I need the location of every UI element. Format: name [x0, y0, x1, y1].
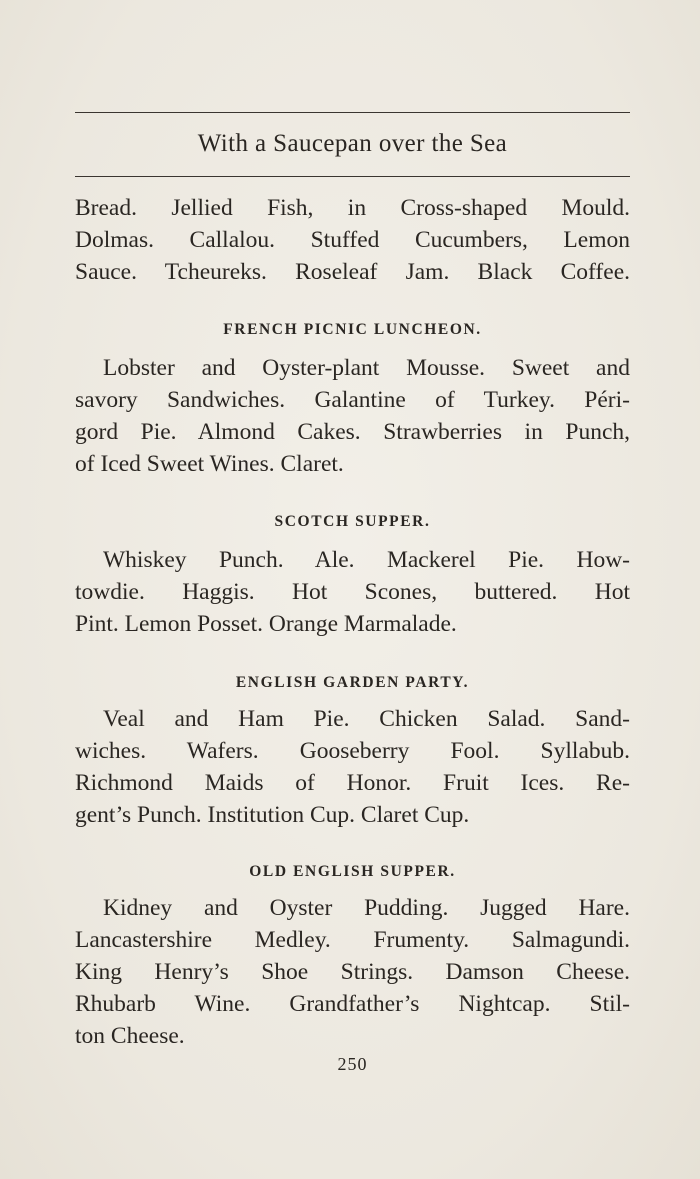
text-line: gord Pie. Almond Cakes. Strawberries in Punch,: [75, 419, 630, 445]
text-line: towdie. Haggis. Hot Scones, buttered. Hot: [75, 579, 630, 605]
header-rule-top: [75, 112, 630, 113]
text-line: Bread. Jellied Fish, in Cross-shaped Mould.: [75, 195, 630, 221]
text-line: of Iced Sweet Wines. Claret.: [75, 451, 344, 477]
section-paragraph-scotch-supper: [75, 544, 630, 640]
text-line: Dolmas. Callalou. Stuffed Cucumbers, Lemon: [75, 227, 630, 253]
text-line: Kidney and Oyster Pudding. Jugged Hare.: [103, 895, 630, 921]
text-line: wiches. Wafers. Gooseberry Fool. Syllabub.: [75, 738, 630, 764]
text-line: Lancastershire Medley. Frumenty. Salmagundi.: [75, 927, 630, 953]
text-line: Whiskey Punch. Ale. Mackerel Pie. How-: [103, 547, 630, 573]
section-heading-english-garden-party: ENGLISH GARDEN PARTY.: [235, 674, 470, 691]
section-heading-scotch-supper: SCOTCH SUPPER.: [274, 513, 431, 530]
text-line: savory Sandwiches. Galantine of Turkey. Péri-: [75, 387, 630, 413]
intro-paragraph: [75, 192, 630, 288]
text-line: King Henry’s Shoe Strings. Damson Cheese.: [75, 959, 630, 985]
page-number: 250: [337, 1054, 368, 1074]
text-line: Rhubarb Wine. Grandfather’s Nightcap. Stil-: [75, 991, 630, 1017]
text-line: Pint. Lemon Posset. Orange Marmalade.: [75, 611, 457, 637]
section-paragraph-french-picnic: [75, 352, 630, 480]
text-line: ton Cheese.: [75, 1023, 185, 1049]
text-line: Veal and Ham Pie. Chicken Salad. Sand-: [103, 706, 630, 732]
section-heading-old-english-supper: OLD ENGLISH SUPPER.: [249, 863, 456, 880]
text-line: Richmond Maids of Honor. Fruit Ices. Re-: [75, 770, 630, 796]
text-line: Sauce. Tcheureks. Roseleaf Jam. Black Coffee.: [75, 259, 630, 285]
section-paragraph-english-garden-party: [75, 703, 630, 831]
running-head: With a Saucepan over the Sea: [197, 130, 508, 157]
text-line: gent’s Punch. Institution Cup. Claret Cup.: [75, 802, 470, 828]
section-paragraph-old-english-supper: [75, 892, 630, 1052]
text-line: Lobster and Oyster-plant Mousse. Sweet and: [103, 355, 630, 381]
header-rule-bottom: [75, 176, 630, 177]
section-heading-french-picnic: FRENCH PICNIC LUNCHEON.: [223, 321, 482, 338]
